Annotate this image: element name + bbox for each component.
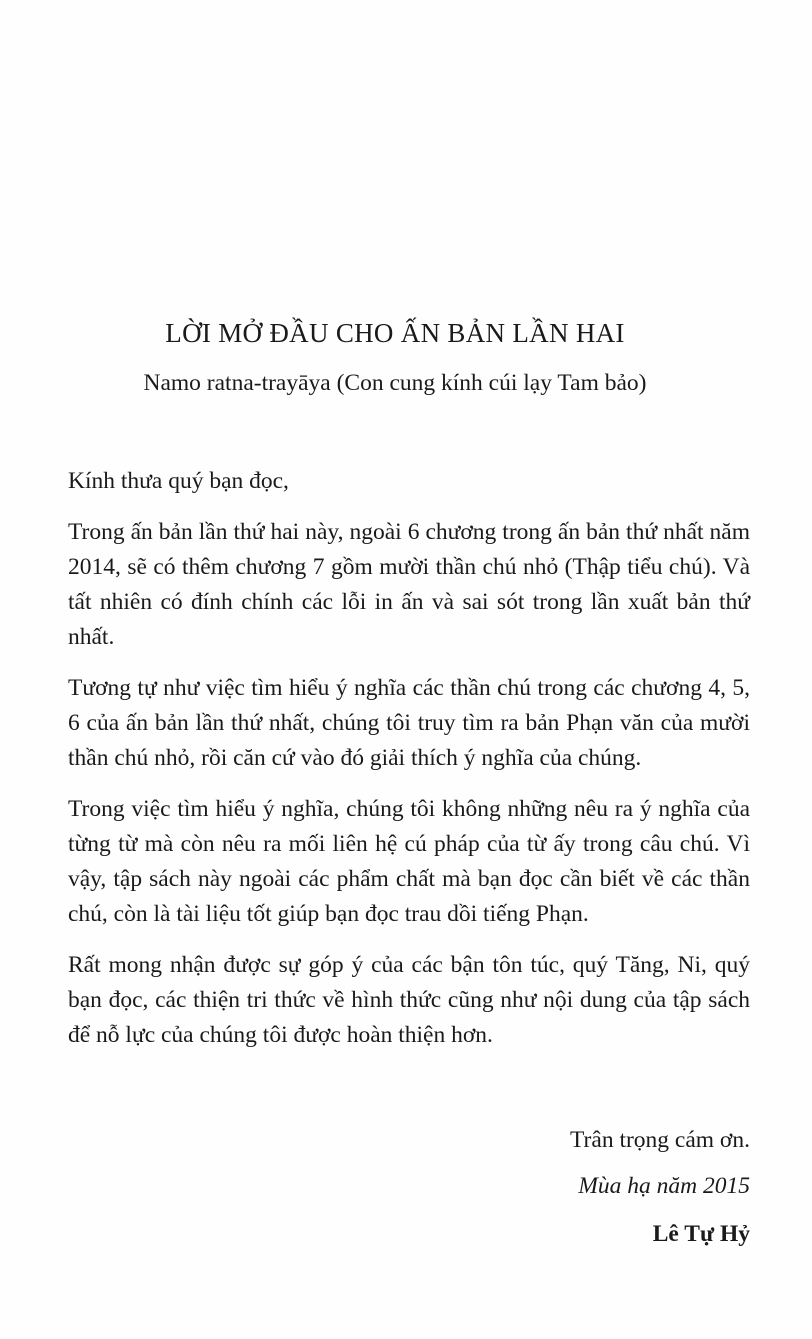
- closing-block: [570, 1122, 750, 1252]
- closing-thanks: Trân trọng cám ơn.: [570, 1127, 750, 1153]
- page-subtitle: Namo ratna-trayāya (Con cung kính cúi lạy Tam bảo): [143, 370, 647, 396]
- paragraph: Trong việc tìm hiểu ý nghĩa, chúng tôi không những nêu ra ý nghĩa của từng từ mà còn nêu ra mối liên hệ cú pháp của từ ấy trong câu chú. Vì vậy, tập sách này ngoài các phẩm chất mà bạn đọc cần biết về các thần chú, còn là tài liệu tốt giúp bạn đọc trau dồi tiếng Phạn.: [68, 796, 750, 927]
- body-text: [68, 464, 750, 1069]
- paragraph: Trong ấn bản lần thứ hai này, ngoài 6 chương trong ấn bản thứ nhất năm 2014, sẽ có thêm chương 7 gồm mười thần chú nhỏ (Thập tiểu chú). Và tất nhiên có đính chính các lỗi in ấn và sai sót trong lần xuất bản thứ nhất.: [68, 519, 750, 650]
- paragraph: Rất mong nhận được sự góp ý của các bận tôn túc, quý Tăng, Ni, quý bạn đọc, các thiện tri thức về hình thức cũng như nội dung của tập sách để nỗ lực của chúng tôi được hoàn thiện hơn.: [68, 952, 750, 1048]
- page-title: LỜI MỞ ĐẦU CHO ẤN BẢN LẦN HAI: [165, 318, 625, 348]
- paragraph: Tương tự như việc tìm hiểu ý nghĩa các thần chú trong các chương 4, 5, 6 của ấn bản lần thứ nhất, chúng tôi truy tìm ra bản Phạn văn của mười thần chú nhỏ, rồi căn cứ vào đó giải thích ý nghĩa của chúng.: [68, 675, 750, 771]
- salutation: Kính thưa quý bạn đọc,: [68, 468, 289, 494]
- closing-date: Mùa hạ năm 2015: [578, 1173, 750, 1199]
- author-signature: Lê Tự Hỷ: [652, 1221, 750, 1247]
